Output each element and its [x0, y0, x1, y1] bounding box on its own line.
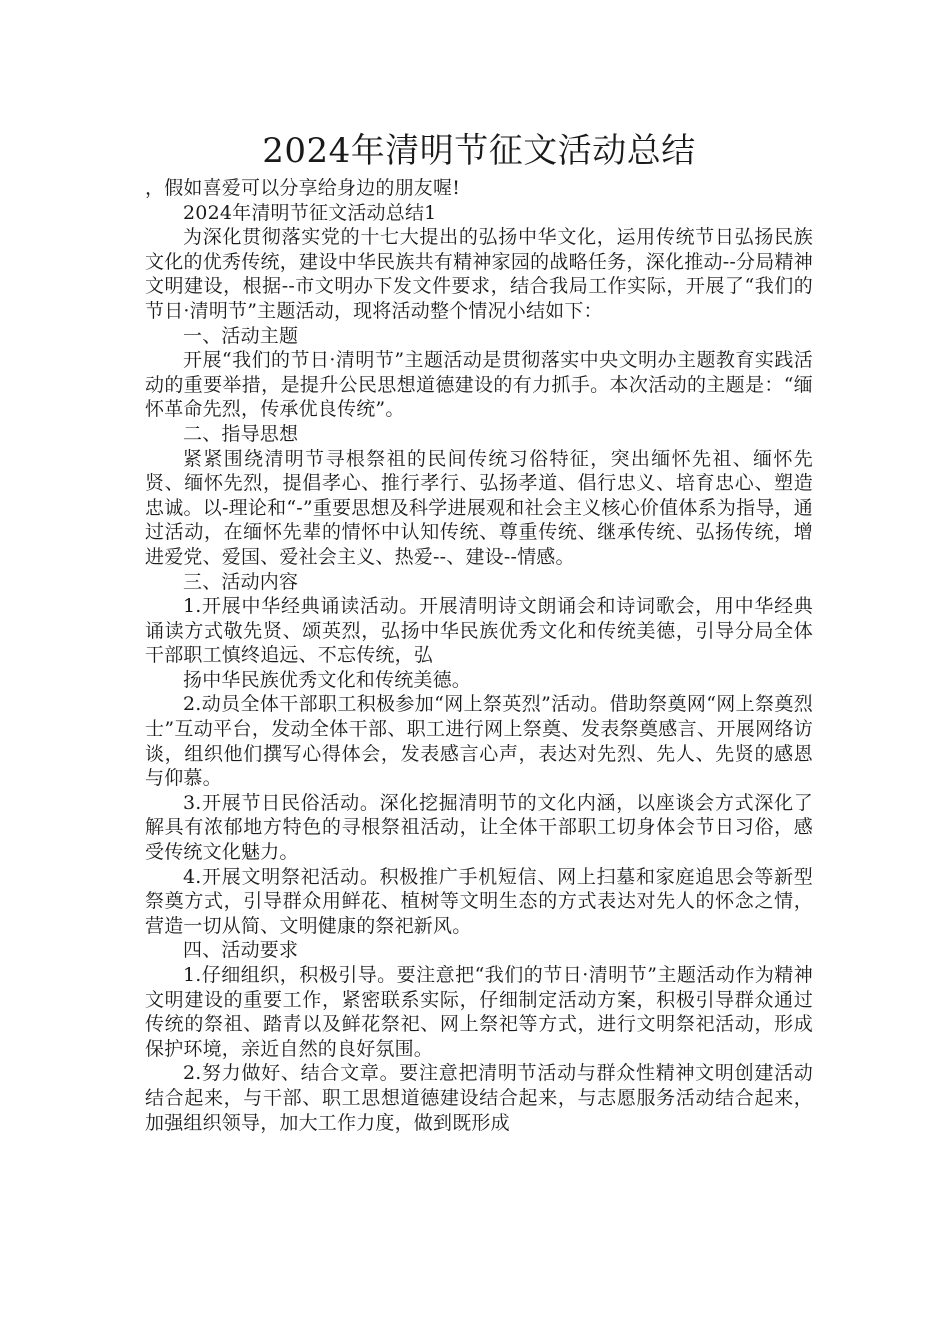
- paragraph: 一、活动主题: [183, 324, 299, 347]
- paragraph: 三、活动内容: [183, 570, 299, 593]
- paragraph: 扬中华民族优秀文化和传统美德。: [183, 668, 472, 691]
- paragraph: 1.仔细组织，积极引导。要注意把“我们的节日·清明节”主题活动作为精神文明建设的重要工作，紧密联系实际，仔细制定活动方案，积极引导群众通过传统的祭祖、踏青以及鲜花祭祀、网上祭祀等方式，进行文明祭祀活动，形成保护环境，亲近自然的良好氛围。: [145, 964, 813, 1060]
- paragraph: 紧紧围绕清明节寻根祭祖的民间传统习俗特征，突出缅怀先祖、缅怀先贤、缅怀先烈，提倡孝心、推行孝行、弘扬孝道、倡行忠义、培育忠心、塑造忠诚。以-理论和“-”重要思想及科学进展观和社会主义核心价值体系为指导，通过活动，在缅怀先辈的情怀中认知传统、尊重传统、继承传统、弘扬传统，增进爱党、爱国、爱社会主义、热爱--、建设--情感。: [145, 447, 813, 568]
- paragraph: 3.开展节日民俗活动。深化挖掘清明节的文化内涵，以座谈会方式深化了解具有浓郁地方特色的寻根祭祖活动，让全体干部职工切身体会节日习俗，感受传统文化魅力。: [145, 791, 813, 864]
- document-body: [145, 176, 813, 1135]
- paragraph: 2.努力做好、结合文章。要注意把清明节活动与群众性精神文明创建活动结合起来，与干部、职工思想道德建设结合起来，与志愿服务活动结合起来，加强组织领导，加大工作力度，做到既形成: [145, 1062, 813, 1134]
- paragraph: 4.开展文明祭祀活动。积极推广手机短信、网上扫墓和家庭追思会等新型祭奠方式，引导群众用鲜花、植树等文明生态的方式表达对先人的怀念之情，营造一切从简、文明健康的祭祀新风。: [145, 865, 813, 937]
- paragraph: 开展“我们的节日·清明节”主题活动是贯彻落实中央文明办主题教育实践活动的重要举措，是提升公民思想道德建设的有力抓手。本次活动的主题是：“缅怀革命先烈，传承优良传统”。: [145, 349, 813, 421]
- paragraph: 为深化贯彻落实党的十七大提出的弘扬中华文化，运用传统节日弘扬民族文化的优秀传统，建设中华民族共有精神家园的战略任务，深化推动--分局精神文明建设，根据--市文明办下发文件要求，结合我局工作实际，开展了“我们的节日·清明节”主题活动，现将活动整个情况小结如下：: [145, 226, 813, 322]
- paragraph: 2.动员全体干部职工积极参加“网上祭英烈”活动。借助祭奠网“网上祭奠烈士”互动平台，发动全体干部、职工进行网上祭奠、发表祭奠感言、开展网络访谈，组织他们撰写心得体会，发表感言心声，表达对先烈、先人、先贤的感恩与仰慕。: [145, 693, 813, 790]
- paragraph: 1.开展中华经典诵读活动。开展清明诗文朗诵会和诗词歌会，用中华经典诵读方式敬先贤、颂英烈，弘扬中华民族优秀文化和传统美德，引导分局全体干部职工慎终追远、不忘传统，弘: [145, 595, 813, 667]
- paragraph: 二、指导思想: [183, 422, 299, 445]
- document-page: [145, 128, 813, 1135]
- paragraph: 2024年清明节征文活动总结1: [183, 201, 437, 224]
- document-title: 2024年清明节征文活动总结: [262, 131, 696, 171]
- paragraph: 四、活动要求: [183, 939, 299, 962]
- paragraph: ，假如喜爱可以分享给身边的朋友喔!: [145, 177, 461, 199]
